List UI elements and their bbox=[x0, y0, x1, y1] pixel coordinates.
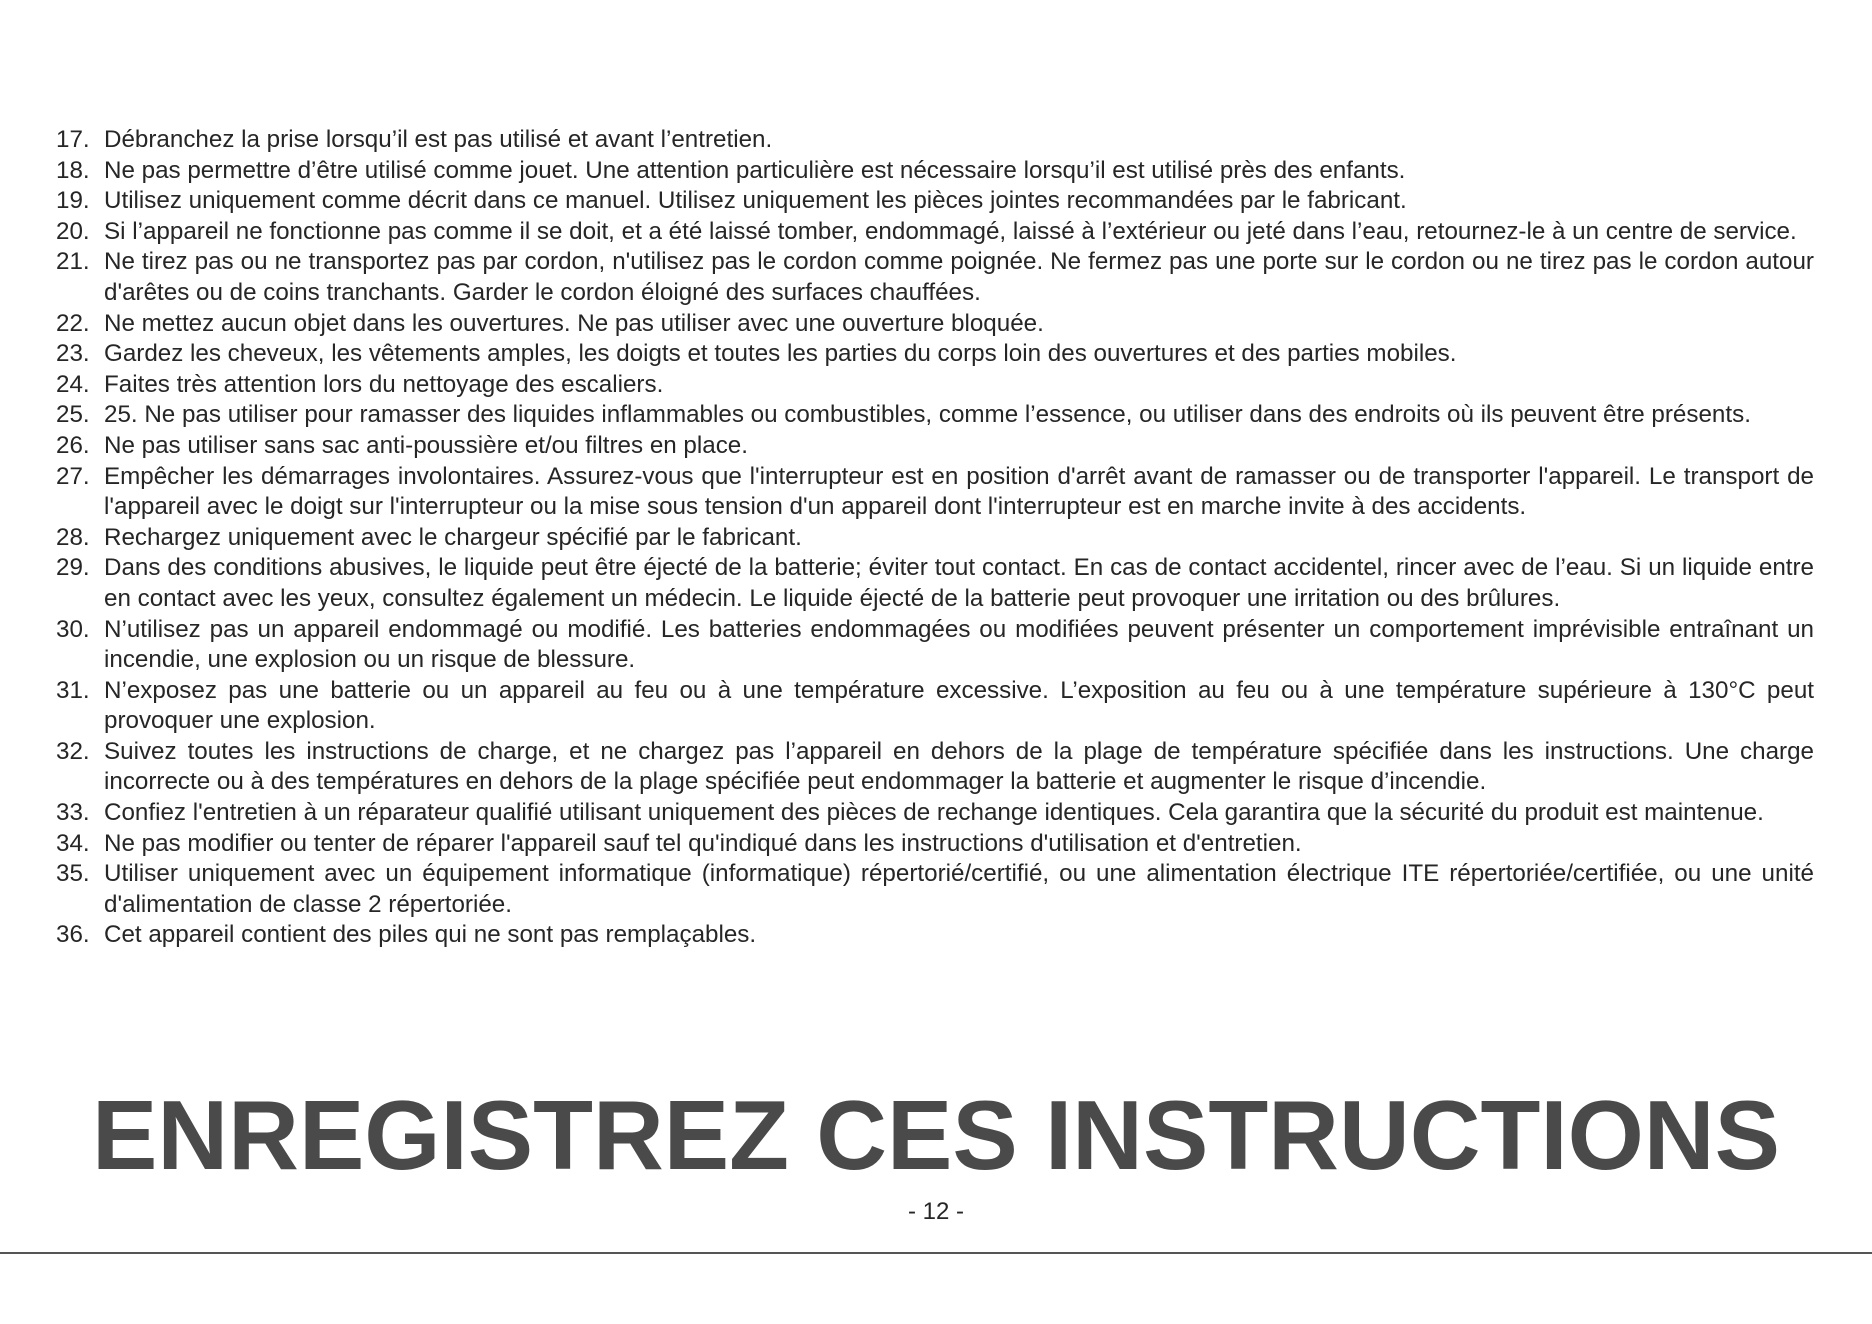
item-number: 33. bbox=[56, 799, 90, 827]
item-number: 19. bbox=[56, 187, 90, 215]
item-text: Suivez toutes les instructions de charge, et ne chargez pas l’appareil en dehors de la plage de température spécifiée dans les instructions. Une charge incorrecte ou à des températures en dehors de la plage spécifiée peut endommager la batterie et augmenter le risque d’incendie. bbox=[104, 737, 1814, 796]
instruction-item bbox=[56, 553, 1814, 614]
item-text: Si l’appareil ne fonctionne pas comme il se doit, et a été laissé tomber, endommagé, laissé à l’extérieur ou jeté dans l’eau, retournez-le à un centre de service. bbox=[104, 217, 1797, 245]
instruction-item bbox=[56, 186, 1814, 217]
item-number: 36. bbox=[56, 921, 90, 949]
instruction-item bbox=[56, 339, 1814, 370]
instruction-item bbox=[56, 156, 1814, 187]
instruction-item bbox=[56, 370, 1814, 401]
item-number: 20. bbox=[56, 217, 90, 245]
item-number: 26. bbox=[56, 431, 90, 459]
instruction-item bbox=[56, 920, 1814, 951]
item-number: 35. bbox=[56, 860, 90, 888]
item-text: Ne pas permettre d’être utilisé comme jouet. Une attention particulière est nécessaire lorsqu’il est utilisé près des enfants. bbox=[104, 156, 1406, 184]
instruction-item bbox=[56, 431, 1814, 462]
item-number: 18. bbox=[56, 156, 90, 184]
item-text: Empêcher les démarrages involontaires. Assurez-vous que l'interrupteur est en position d'arrêt avant de ramasser ou de transporter l'appareil. Le transport de l'appareil avec le doigt sur l'interrupteur ou la mise sous tension d'un appareil dont l'interrupteur est en marche invite à des accidents. bbox=[104, 462, 1814, 521]
item-number: 24. bbox=[56, 370, 90, 398]
instruction-item bbox=[56, 247, 1814, 308]
item-text: Ne mettez aucun objet dans les ouvertures. Ne pas utiliser avec une ouverture bloquée. bbox=[104, 309, 1044, 337]
instruction-item bbox=[56, 309, 1814, 340]
item-text: N’exposez pas une batterie ou un appareil au feu ou à une température excessive. L’exposition au feu ou à une température supérieure à 130°C peut provoquer une explosion. bbox=[104, 676, 1814, 735]
item-text: Ne pas modifier ou tenter de réparer l'appareil sauf tel qu'indiqué dans les instructions d'utilisation et d'entretien. bbox=[104, 829, 1302, 857]
item-number: 34. bbox=[56, 829, 90, 857]
item-number: 25. bbox=[56, 401, 90, 429]
headline: ENREGISTREZ CES INSTRUCTIONS bbox=[92, 1080, 1780, 1190]
item-text: 25. Ne pas utiliser pour ramasser des liquides inflammables ou combustibles, comme l’essence, ou utiliser dans des endroits où ils peuvent être présents. bbox=[104, 401, 1751, 429]
item-number: 17. bbox=[56, 126, 90, 153]
item-text: Ne pas utiliser sans sac anti-poussière et/ou filtres en place. bbox=[104, 431, 748, 459]
instruction-item bbox=[56, 125, 1814, 156]
item-text: Utilisez uniquement comme décrit dans ce manuel. Utilisez uniquement les pièces jointes recommandées par le fabricant. bbox=[104, 187, 1407, 215]
item-text: Utiliser uniquement avec un équipement informatique (informatique) répertorié/certifié, ou une alimentation électrique ITE répertoriée/certifiée, ou une unité d'alimentation de classe 2 répertoriée. bbox=[104, 860, 1814, 918]
item-text: N’utilisez pas un appareil endommagé ou modifié. Les batteries endommagées ou modifiées peuvent présenter un comportement imprévisible entraînant un incendie, une explosion ou un risque de blessure. bbox=[104, 615, 1814, 674]
item-text: Confiez l'entretien à un réparateur qualifié utilisant uniquement des pièces de rechange identiques. Cela garantira que la sécurité du produit est maintenue. bbox=[104, 799, 1764, 827]
instruction-list bbox=[56, 125, 1814, 951]
item-text: Gardez les cheveux, les vêtements amples, les doigts et toutes les parties du corps loin des ouvertures et des parties mobiles. bbox=[104, 340, 1457, 368]
item-text: Débranchez la prise lorsqu’il est pas utilisé et avant l’entretien. bbox=[104, 126, 773, 153]
item-number: 22. bbox=[56, 309, 90, 337]
item-number: 21. bbox=[56, 248, 90, 276]
item-text: Rechargez uniquement avec le chargeur spécifié par le fabricant. bbox=[104, 523, 802, 551]
instruction-item bbox=[56, 523, 1814, 554]
instruction-item bbox=[56, 829, 1814, 860]
item-number: 23. bbox=[56, 340, 90, 368]
instruction-item bbox=[56, 859, 1814, 920]
item-text: Cet appareil contient des piles qui ne sont pas remplaçables. bbox=[104, 921, 757, 949]
item-number: 30. bbox=[56, 615, 90, 643]
item-text: Dans des conditions abusives, le liquide peut être éjecté de la batterie; éviter tout contact. En cas de contact accidentel, rincer avec de l’eau. Si un liquide entre en contact avec les yeux, consultez également un médecin. Le liquide éjecté de la batterie peut provoquer une irritation ou des brûlures. bbox=[104, 554, 1814, 612]
instruction-item bbox=[56, 737, 1814, 798]
item-number: 27. bbox=[56, 462, 90, 490]
page-number: - 12 - bbox=[907, 1198, 964, 1225]
instruction-item bbox=[56, 400, 1814, 431]
instruction-item bbox=[56, 615, 1814, 676]
item-number: 28. bbox=[56, 523, 90, 551]
instruction-item bbox=[56, 217, 1814, 248]
item-number: 29. bbox=[56, 554, 90, 582]
instruction-item bbox=[56, 462, 1814, 523]
instruction-item bbox=[56, 798, 1814, 829]
item-number: 32. bbox=[56, 737, 90, 765]
item-number: 31. bbox=[56, 676, 90, 704]
instruction-item bbox=[56, 676, 1814, 737]
item-text: Ne tirez pas ou ne transportez pas par cordon, n'utilisez pas le cordon comme poignée. Ne fermez pas une porte sur le cordon ou ne tirez pas le cordon autour d'arêtes ou de coins tranchants. Garder le cordon éloigné des surfaces chauffées. bbox=[104, 248, 1814, 306]
divider bbox=[0, 1252, 1872, 1254]
item-text: Faites très attention lors du nettoyage des escaliers. bbox=[104, 370, 664, 398]
